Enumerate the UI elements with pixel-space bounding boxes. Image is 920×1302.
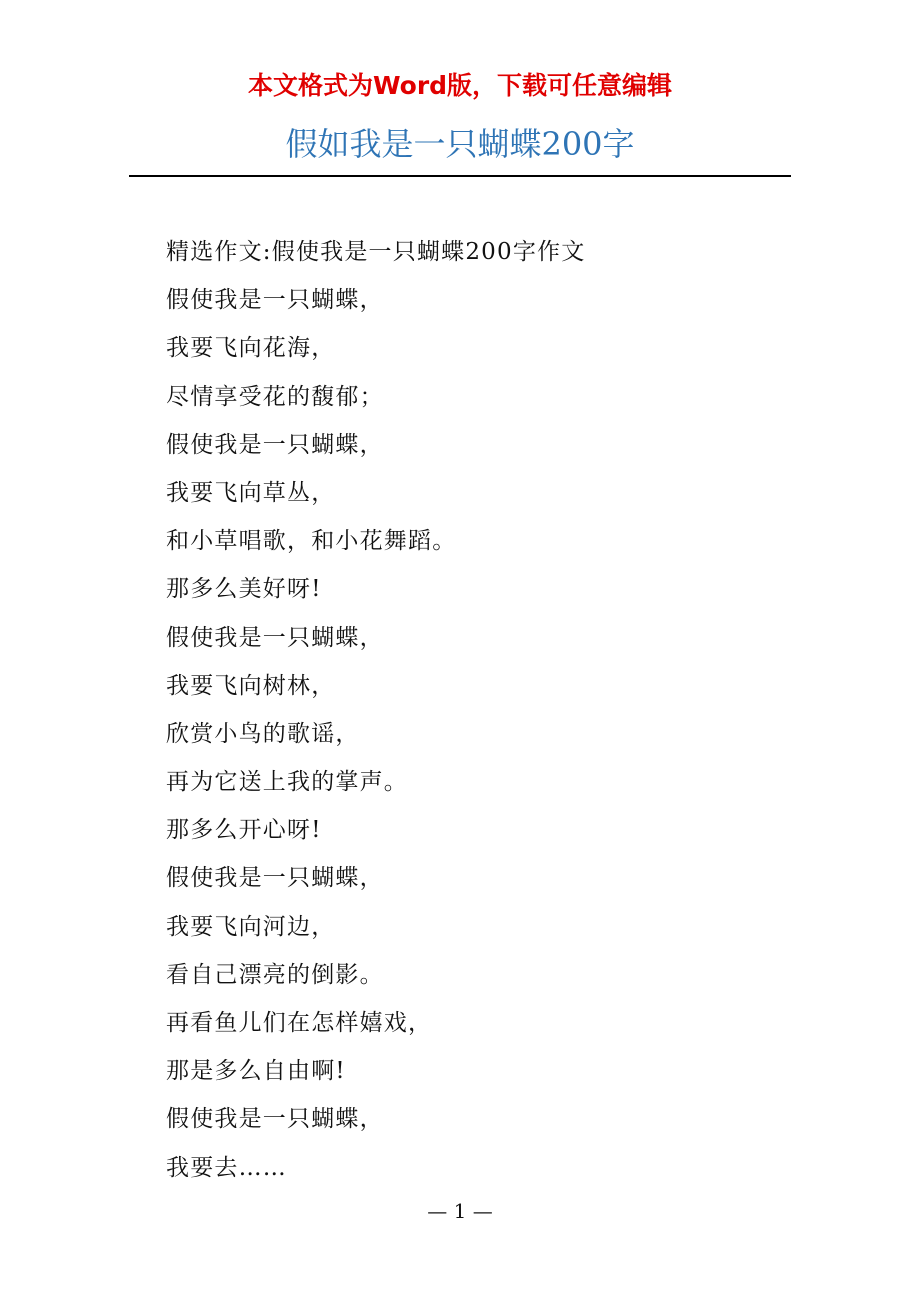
body-line: 和小草唱歌，和小花舞蹈。 [166, 528, 457, 555]
body-line: 我要飞向草丛， [166, 479, 336, 506]
body-line: 尽情享受花的馥郁； [166, 383, 384, 410]
body-line: 我要飞向树林， [166, 672, 336, 699]
body-line: 精选作文:假使我是一只蝴蝶200字作文 [166, 239, 586, 265]
body-line: 假使我是一只蝴蝶， [166, 431, 384, 458]
body-line: 看自己漂亮的倒影。 [166, 961, 384, 988]
body-line: 欣赏小鸟的歌谣， [166, 720, 360, 747]
body-line: 假使我是一只蝴蝶， [166, 1106, 384, 1133]
body-line: 那是多么自由啊! [166, 1058, 346, 1085]
title-divider [129, 175, 791, 177]
document-body [166, 234, 585, 1198]
body-line: 假使我是一只蝴蝶， [166, 287, 384, 314]
body-line: 那多么开心呀! [166, 817, 322, 844]
body-line: 再为它送上我的掌声。 [166, 769, 408, 796]
body-line: 那多么美好呀! [166, 576, 322, 603]
body-line: 假使我是一只蝴蝶， [166, 865, 384, 892]
page-number: — 1 — [427, 1199, 493, 1223]
format-notice: 本文格式为Word版，下载可任意编辑 [247, 71, 673, 100]
body-line: 假使我是一只蝴蝶， [166, 624, 384, 651]
body-line: 我要飞向河边， [166, 913, 336, 940]
body-line: 再看鱼儿们在怎样嬉戏， [166, 1010, 433, 1036]
document-title: 假如我是一只蝴蝶200字 [285, 125, 635, 163]
body-line: 我要去…… [166, 1154, 287, 1181]
body-line: 我要飞向花海， [166, 335, 336, 362]
